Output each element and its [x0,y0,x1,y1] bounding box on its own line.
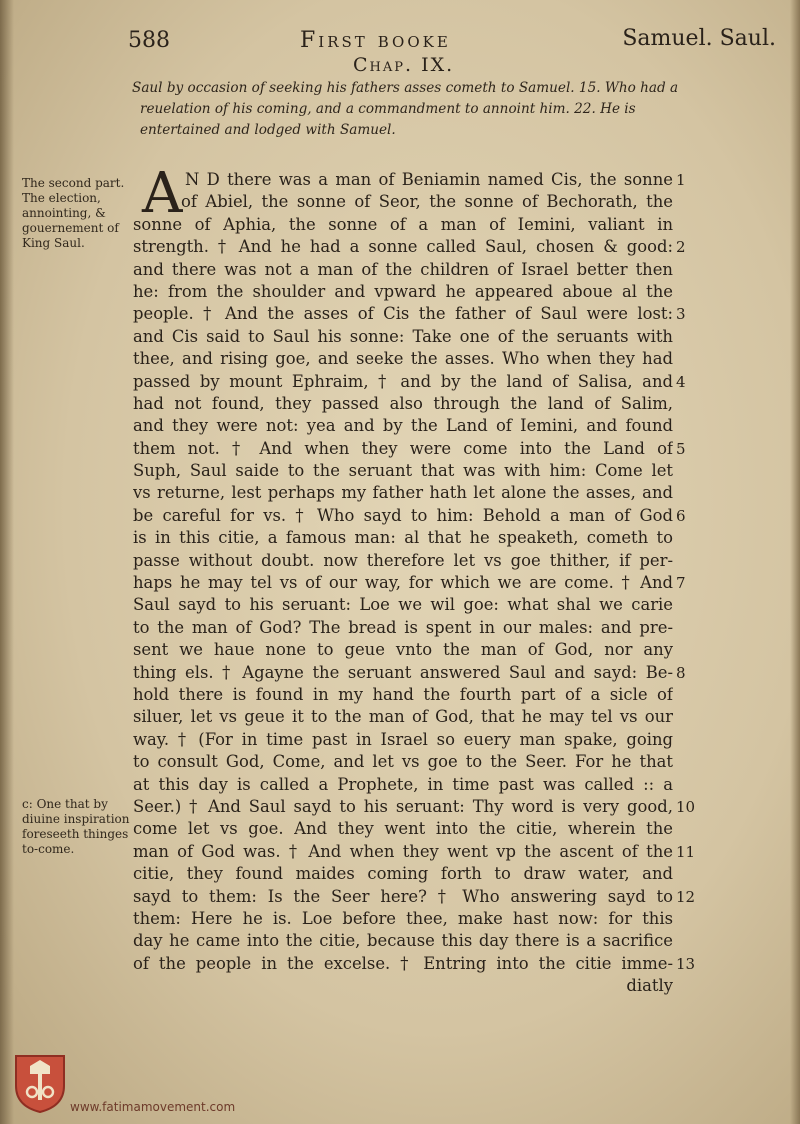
margin-note-seer: c: One that by diuine inspiration foreseeth thinges to-come. [22,797,130,856]
text-line: them not. † And when they were come into the Land of [133,438,673,458]
text-line: people. † And the asses of Cis the father of Saul were lost: [133,304,673,324]
text-line: sent we haue none to geue vnto the man of God, nor any [133,640,673,660]
text-line: to the man of God? The bread is spent in our males: and pre- [133,617,673,637]
drop-cap: A [142,161,183,226]
text-line: them: Here he is. Loe before thee, make hast now: for this [133,908,673,928]
text-line: at this day is called a Prophete, in time past was called :: a [133,774,673,794]
verse-number: 13 [676,955,696,973]
verse-number: 10 [676,798,696,817]
margin-note-second-part: The second part. The election, annointing, & gouernement of King Saul. [22,176,125,250]
text-line: sayd to them: Is the Seer here? † Who answering sayd to [133,886,673,906]
verse-number: 3 [676,305,686,324]
summary-line: reuelation of his coming, and a commandment to annoint him. 22. He is [140,101,636,117]
text-line: Seer.) † And Saul sayd to his seruant: Thy word is very good, [133,796,673,816]
verse-number: 5 [676,439,686,458]
seal-logo-icon [12,1052,68,1114]
website-url: www.fatimamovement.com [70,1100,236,1114]
text-line: haps he may tel vs of our way, for which we are come. † And [133,573,673,593]
book-title: First booke [300,28,451,53]
text-line: to consult God, Come, and let vs goe to the Seer. For he that [133,752,673,772]
verse-number: 12 [676,887,696,906]
text-line: thee, and rising goe, and seeke the asses. Who when they had [133,349,673,369]
text-line: Suph, Saul saide to the seruant that was with him: Come let [133,461,673,481]
text-line: passed by mount Ephraim, † and by the land of Salisa, and [133,371,673,391]
page-number: 588 [128,28,170,53]
text-line: day he came into the citie, because this day there is a sacrifice [133,931,673,951]
text-line: of Abiel, the sonne of Seor, the sonne of Bechorath, the [181,192,673,212]
verse-number: 2 [676,238,686,257]
chapter-heading: Chap. IX. [353,54,455,76]
chapter-summary [132,78,722,141]
page-edge-right [790,0,800,1124]
text-line: way. † (For in time past in Israel so euery man spake, going [133,729,673,749]
text-line: had not found, they passed also through the land of Salim, [133,393,673,413]
verse-number: 4 [676,372,686,391]
verse-number: 1 [676,171,686,189]
text-line: man of God was. † And when they went vp the ascent of the [133,841,673,861]
body-text [133,169,673,997]
text-line: be careful for vs. † Who sayd to him: Behold a man of God [133,505,673,525]
text-line: of the people in the excelse. † Entring into the citie imme- [133,953,673,973]
text-line: is in this citie, a famous man: al that he speaketh, cometh to [133,528,673,548]
text-line: and they were not: yea and by the Land of Iemini, and found [133,416,673,436]
verse-number: 11 [676,843,696,861]
text-line: sonne of Aphia, the sonne of a man of Iemini, valiant in [133,214,673,234]
text-line: thing els. † Agayne the seruant answered Saul and sayd: Be- [133,662,673,682]
section-title: Samuel. Saul. [622,26,776,51]
text-line: he: from the shoulder and vpward he appeared aboue al the [133,281,673,301]
text-line: come let vs goe. And they went into the citie, wherein the [133,819,673,839]
verse-number: 6 [676,507,686,525]
verse-number: 8 [676,663,686,682]
text-line: Saul sayd to his seruant: Loe we wil goe: what shal we carie [133,595,673,615]
text-line: siluer, let vs geue it to the man of God, that he may tel vs our [133,707,673,727]
page-edge-left [0,0,14,1124]
text-line: passe without doubt. now therefore let vs goe thither, if per- [133,550,673,570]
text-line: and Cis said to Saul his sonne: Take one of the seruants with [133,326,673,346]
text-line: diatly [626,976,673,996]
running-head [0,24,800,58]
text-line: and there was not a man of the children of Israel better then [133,259,673,279]
text-line: strength. † And he had a sonne called Saul, chosen & good: [133,237,673,257]
text-line: vs returne, lest perhaps my father hath let alone the asses, and [133,483,673,503]
text-line: N D there was a man of Beniamin named Cis, the sonne [185,170,673,189]
summary-line: Saul by occasion of seeking his fathers asses cometh to Samuel. 15. Who had a [132,80,679,96]
text-line: hold there is found in my hand the fourth part of a sicle of [133,684,673,704]
text-line: citie, they found maides coming forth to draw water, and [133,864,673,884]
verse-number: 7 [676,574,686,593]
summary-line: entertained and lodged with Samuel. [140,122,396,138]
